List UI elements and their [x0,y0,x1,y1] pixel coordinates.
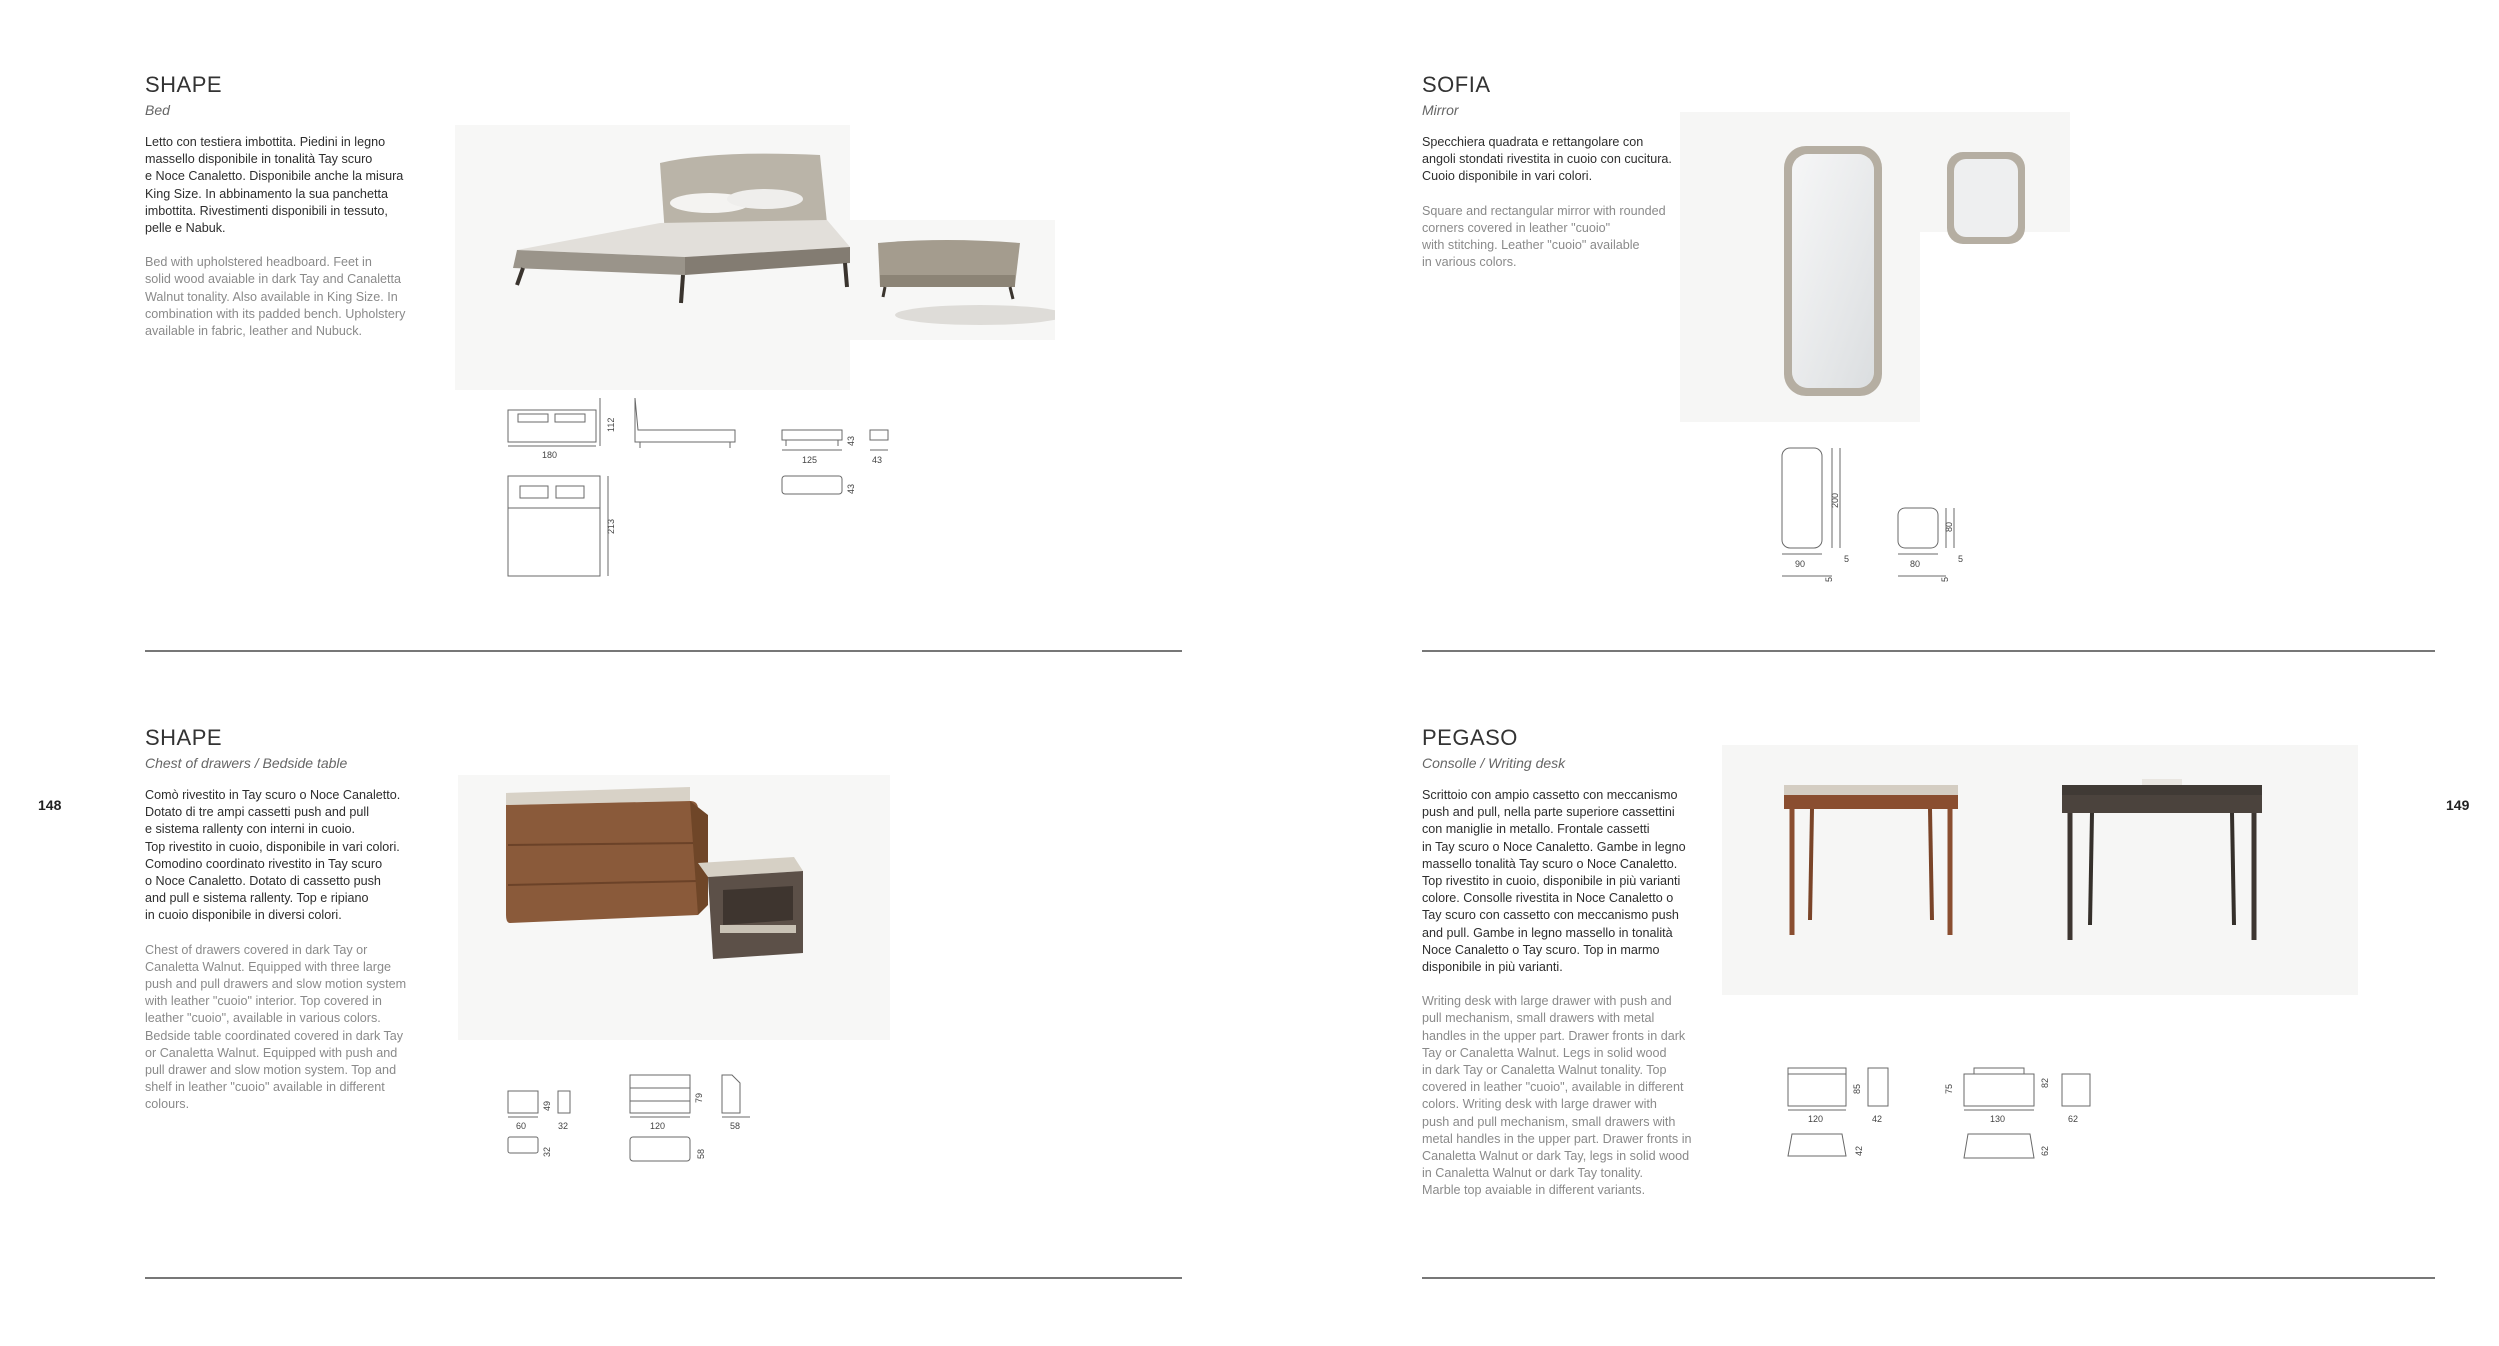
divider-top-left [145,650,1182,652]
dim-rect-depth: 5 [1844,554,1850,564]
mirror-technical-drawing [1770,440,2010,585]
dim-bench-height: 43 [846,435,856,446]
chest-photo [458,775,890,1040]
section-title: SOFIA [1422,72,1491,97]
dim-desk-width: 130 [1990,1114,2006,1124]
dim-bedside-depth2: 32 [542,1146,552,1157]
dim-rect-depth2: 5 [1824,576,1834,582]
dim-consolle-height: 85 [1852,1083,1862,1094]
description-english: Chest of drawers covered in dark Tay or Canaletta Walnut. Equipped with three large push and pull drawers and slow motion system with leather "cuoio" interior. Top covered in leather "cuoio", available in various colors. Bedside table coordinated covered in dark Tay or Canaletta Walnut. Equipped with push and pull drawer and slow motion system. Top and shelf in leather "cuoio" available in different colours. [145,942,407,1112]
section-title: SHAPE [145,725,223,750]
dim-desk-depth: 62 [2068,1114,2079,1124]
dim-bed-width: 180 [542,450,558,460]
dim-chest-height: 79 [694,1092,704,1103]
desk-technical-drawing [1780,1060,2110,1170]
page-number-right: 149 [2446,797,2470,813]
dim-desk-height: 75 [1944,1083,1954,1094]
dim-bed-depth: 213 [606,518,616,534]
divider-top-right [1422,650,2435,652]
dim-square-height: 80 [1944,521,1954,532]
dim-square-depth: 5 [1958,554,1964,564]
section-subtitle: Mirror [1422,102,1459,118]
description-italian: Letto con testiera imbottita. Piedini in legno massello disponibile in tonalità Tay scuro e Noce Canaletto. Disponibile anche la misura King Size. In abbinamento la sua panchetta imbottita. Rivestimenti disponibili in tessuto, pelle e Nabuk. [145,135,404,236]
dim-rect-width: 90 [1795,559,1806,569]
dim-chest-depth2: 58 [696,1148,706,1159]
page-number-left: 148 [38,797,62,813]
bed-photo [455,125,1055,390]
section-shape-bed [145,72,445,340]
description-italian: Specchiera quadrata e rettangolare con angoli stondati rivestita in cuoio con cucitura. Cuoio disponibile in vari colori. [1422,135,1672,184]
dim-desk-depth2: 62 [2040,1145,2050,1156]
section-title: SHAPE [145,72,223,97]
dim-desk-height2: 82 [2040,1077,2050,1088]
dim-bedside-depth: 32 [558,1121,569,1131]
section-title: PEGASO [1422,725,1518,750]
section-subtitle: Chest of drawers / Bedside table [145,755,348,771]
dim-bench-width: 125 [802,455,818,465]
dim-consolle-depth: 42 [1872,1114,1883,1124]
dim-bench-top: 43 [846,483,856,494]
section-pegaso-desk [1422,725,1742,1200]
dim-bed-height: 112 [606,417,616,432]
chest-technical-drawing [500,1065,770,1170]
dim-chest-depth: 58 [730,1121,741,1131]
description-italian: Comò rivestito in Tay scuro o Noce Canaletto. Dotato di tre ampi cassetti push and pull e sistema rallenty con interni in cuoio. Top rivestito in cuoio, disponibile in vari colori. Comodino coordinato rivestito in Tay scuro o Noce Canaletto. Dotato di cassetto push and pull e sistema rallenty. Top e ripiano in cuoio disponibile in diversi colori. [145,788,401,923]
bed-technical-drawing [500,390,900,590]
mirror-photo [1680,112,2070,422]
description-english: Square and rectangular mirror with rounded corners covered in leather "cuoio" with stitching. Leather "cuoio" available in various colors. [1422,203,1666,270]
desk-photo [1722,745,2358,995]
dim-bedside-height: 49 [542,1100,552,1111]
section-subtitle: Bed [145,102,170,118]
section-subtitle: Consolle / Writing desk [1422,755,1566,771]
dim-rect-height: 200 [1830,492,1840,508]
divider-bottom-left [145,1277,1182,1279]
dim-bench-depth: 43 [872,455,883,465]
description-italian: Scrittoio con ampio cassetto con meccanismo push and pull, nella parte superiore cassettini con maniglie in metallo. Frontale cassetti in Tay scuro o Noce Canaletto. Gambe in legno massello tonalità Tay scuro o Noce Canaletto. Top rivestito in cuoio, disponibile in più varianti colore. Consolle rivestita in Noce Canaletto o Tay scuro con cassetto con meccanismo push and pull. Gambe in legno massello in tonalità Noce Canaletto o Tay scuro. Top in marmo disponibile in più varianti. [1422,788,1686,975]
section-shape-chest [145,725,445,1114]
dim-bedside-width: 60 [516,1121,527,1131]
dim-consolle-width: 120 [1808,1114,1824,1124]
divider-bottom-right [1422,1277,2435,1279]
section-sofia-mirror [1422,72,1722,271]
dim-consolle-depth2: 42 [1854,1145,1864,1156]
description-english: Bed with upholstered headboard. Feet in solid wood avaiable in dark Tay and Canaletta Walnut tonality. Also available in King Size. In combination with its padded bench. Upholstery available in fabric, leather and Nubuck. [145,255,406,339]
description-english: Writing desk with large drawer with push and pull mechanism, small drawers with metal handles in the upper part. Drawer fronts in dark Tay or Canaletta Walnut. Legs in solid wood in dark Tay or Canaletta Walnut tonality. Top covered in leather "cuoio", available in different colors. Writing desk with large drawer with push and pull mechanism, small drawers with metal handles in the upper part. Drawer fronts in Canaletta Walnut or dark Tay, legs in solid wood in Canaletta Walnut or dark Tay tonality. Marble top avaiable in different variants. [1422,994,1692,1198]
dim-square-depth2: 5 [1940,576,1950,582]
dim-square-width: 80 [1910,559,1921,569]
dim-chest-width: 120 [650,1121,666,1131]
